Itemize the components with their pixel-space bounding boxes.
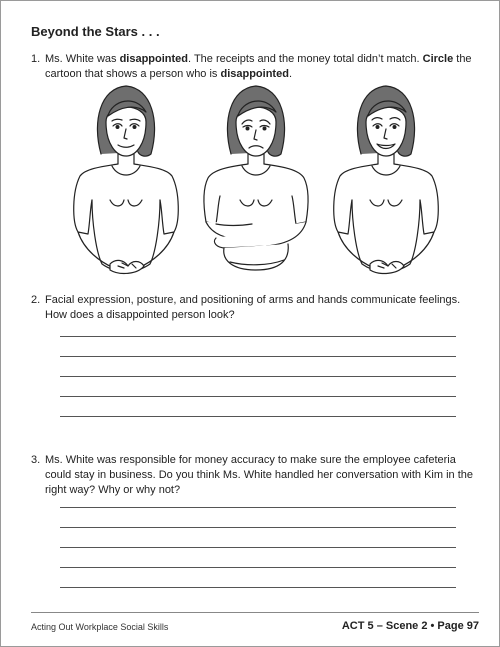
answer-line[interactable] [60, 416, 456, 417]
answer-line[interactable] [60, 396, 456, 397]
footer-page-number: ACT 5 – Scene 2 • Page 97 [341, 620, 479, 632]
q1-text-part: . The receipts and the money total didn’t match. [188, 53, 423, 65]
question-3-number: 3. [31, 454, 41, 466]
q1-text-part: . [288, 68, 292, 80]
question-2 [31, 293, 475, 323]
footer-book-title: Acting Out Workplace Social Skills [31, 622, 169, 632]
question-1-number: 1. [31, 53, 41, 65]
answer-line[interactable] [60, 567, 456, 568]
q1-text-part: the cartoon that shows a person who is [45, 53, 472, 80]
cartoon-woman-smiling-hands-clasped[interactable] [66, 82, 186, 282]
question-3 [31, 453, 475, 498]
question-1 [31, 52, 475, 82]
cartoon-row [60, 82, 450, 282]
footer-rule [31, 612, 479, 613]
q1-text-part: Ms. White was [45, 53, 120, 65]
answer-line[interactable] [60, 376, 456, 377]
question-3-text: Ms. White was responsible for money accuracy to make sure the employee cafeteria could stay in business. Do you think Ms. White handled her conversation with Kim in the right way? Why or why not? [45, 454, 473, 496]
q1-bold-disappointed-2: disappointed [220, 68, 289, 80]
q1-bold-circle: Circle [422, 53, 454, 65]
page-heading: Beyond the Stars . . . [31, 24, 160, 39]
question-2-text: Facial expression, posture, and positioning of arms and hands communicate feelings. How does a disappointed person look? [45, 294, 461, 321]
q1-bold-disappointed: disappointed [119, 53, 189, 65]
answer-line[interactable] [60, 527, 456, 528]
answer-line[interactable] [60, 336, 456, 337]
answer-line[interactable] [60, 587, 456, 588]
question-2-number: 2. [31, 294, 41, 306]
answer-line[interactable] [60, 507, 456, 508]
answer-line[interactable] [60, 547, 456, 548]
answer-line[interactable] [60, 356, 456, 357]
cartoon-woman-happy-hands-clasped[interactable] [326, 82, 446, 282]
cartoon-woman-disappointed-arms-crossed[interactable] [196, 82, 316, 282]
